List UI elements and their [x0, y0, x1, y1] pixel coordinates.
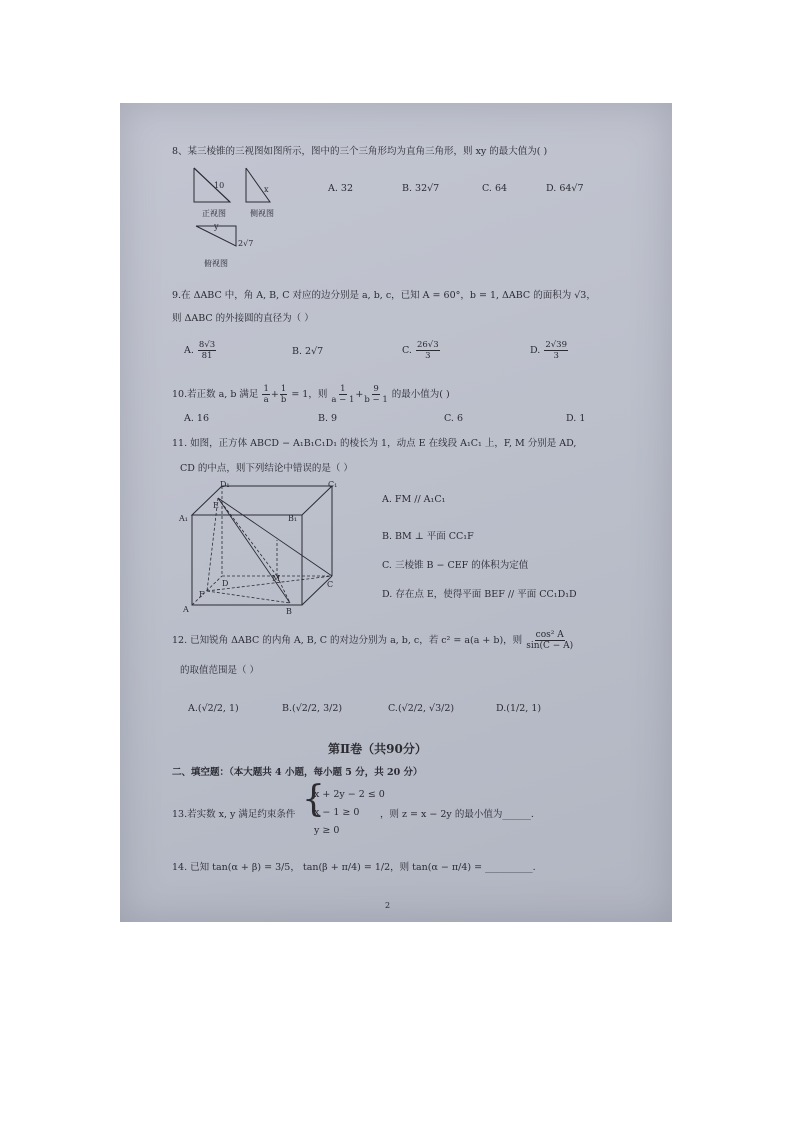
q10-plus2: + — [355, 389, 364, 400]
q10-mid: = 1，则 — [291, 389, 328, 400]
q9-option-b: B. 2√7 — [292, 346, 324, 357]
part2-section-heading: 二、填空题：（本大题共 4 小题，每小题 5 分，共 20 分） — [172, 767, 423, 778]
q8-fig-front: 正视图 — [202, 209, 226, 218]
q11-label-d1: D₁ — [220, 480, 230, 489]
q11-option-c: C. 三棱锥 B − CEF 的体积为定值 — [382, 560, 529, 571]
q9-option-a-num: 8√3 — [198, 340, 216, 350]
q9-option-d-den: 3 — [553, 351, 559, 361]
q10-f1-den: a — [263, 395, 269, 405]
q13-constraint-3: y ≥ 0 — [314, 825, 340, 836]
q11-cube-figure — [182, 480, 342, 615]
q11-label-m: M — [272, 574, 281, 583]
q8-fig-side: 侧视图 — [250, 209, 274, 218]
q12-line1 — [172, 628, 574, 654]
q11-label-b1: B₁ — [288, 514, 298, 523]
q10-option-a: A. 16 — [184, 413, 209, 424]
q10-stem — [172, 384, 450, 406]
q12-option-d: D.(1/2, 1) — [496, 703, 542, 714]
q8-label-y: y — [214, 222, 219, 231]
q10-f3-num: 1 — [340, 384, 346, 394]
q11-label-d: D — [222, 579, 229, 588]
q10-f2-num: 1 — [280, 384, 287, 394]
q8-stem: 8、某三棱锥的三视图如图所示，图中的三个三角形均为直角三角形，则 xy 的最大值为( ) — [172, 146, 548, 157]
q13-brace: { — [302, 779, 325, 820]
q11-label-c: C — [327, 580, 334, 589]
q9-option-d — [530, 340, 569, 361]
q11-option-d: D. 存在点 E，使得平面 BEF // 平面 CC₁D₁D — [382, 589, 577, 600]
q10-prefix: 10.若正数 a, b 满足 — [172, 389, 259, 400]
q11-line1: 11. 如图，正方体 ABCD − A₁B₁C₁D₁ 的棱长为 1，动点 E 在线段 A₁C₁ 上，F, M 分别是 AD, — [172, 438, 577, 449]
q9-line2: 则 ΔABC 的外接圆的直径为（ ） — [172, 313, 314, 324]
q9-option-c-den: 3 — [425, 351, 431, 361]
q8-label-2root7: 2√7 — [238, 239, 254, 248]
q9-option-d-num: 2√39 — [545, 340, 567, 350]
q13-suffix: ，则 z = x − 2y 的最小值为______. — [380, 809, 534, 820]
q9-line1: 9.在 ΔABC 中，角 A, B, C 对应的边分别是 a, b, c，已知 A = 60°，b = 1, ΔABC 的面积为 √3， — [172, 290, 596, 301]
q9-option-c-prefix: C. — [402, 345, 412, 356]
q9-option-a-prefix: A. — [184, 345, 194, 356]
q10-f1-num: 1 — [263, 384, 269, 394]
q9-option-a-den: 81 — [201, 351, 213, 361]
q10-option-b: B. 9 — [318, 413, 338, 424]
q9-option-c-num: 26√3 — [416, 340, 439, 350]
q10-plus: + — [270, 389, 279, 400]
q11-option-b: B. BM ⊥ 平面 CC₁F — [382, 531, 474, 542]
q11-label-b: B — [286, 607, 292, 616]
q14-text: 14. 已知 tan(α + β) = 3/5， tan(β + π/4) = 1/2，则 tan(α − π/4) = __________. — [172, 862, 536, 873]
q11-label-e: E — [213, 501, 219, 510]
q12-frac-num: cos² A — [535, 630, 564, 640]
q8-option-b: B. 32√7 — [402, 183, 440, 194]
q8-option-a: A. 32 — [328, 183, 353, 194]
q11-label-f: F — [199, 590, 205, 599]
q10-f4-den: b − 1 — [364, 395, 388, 405]
q12-line1-text: 12. 已知锐角 ΔABC 的内角 A, B, C 的对边分别为 a, b, c，若 c² = a(a + b)，则 — [172, 635, 523, 646]
q8-option-c: C. 64 — [482, 183, 508, 194]
q9-option-c — [402, 340, 441, 361]
q11-label-a: A — [183, 605, 189, 614]
q10-suffix: 的最小值为( ) — [391, 389, 450, 400]
q11-option-a: A. FM // A₁C₁ — [382, 494, 446, 505]
q8-option-d: D. 64√7 — [546, 183, 584, 194]
page-number: 2 — [385, 901, 391, 910]
q12-option-c: C.(√2/2, √3/2) — [388, 703, 455, 714]
q10-f2-den: b — [280, 395, 287, 405]
q12-option-b: B.(√2/2, 3/2) — [282, 703, 343, 714]
q12-frac-den: sin(C − A) — [526, 641, 574, 651]
q10-option-d: D. 1 — [566, 413, 586, 424]
q9-option-a — [184, 340, 217, 361]
q11-label-a1: A₁ — [179, 514, 188, 523]
q11-label-c1: C₁ — [328, 480, 338, 489]
q8-label-x: x — [264, 185, 269, 194]
q10-f4-num: 9 — [373, 384, 379, 394]
q13-constraint-1: x + 2y − 2 ≤ 0 — [314, 789, 385, 800]
part2-title: 第Ⅱ卷（共90分） — [328, 742, 427, 756]
q13-constraint-2: x − 1 ≥ 0 — [314, 807, 360, 818]
q12-line2: 的取值范围是（ ） — [180, 665, 260, 676]
q13-prefix: 13.若实数 x, y 满足约束条件 — [172, 809, 296, 820]
q12-option-a: A.(√2/2, 1) — [188, 703, 239, 714]
q9-option-d-prefix: D. — [530, 345, 541, 356]
q8-label-10: 10 — [214, 181, 225, 190]
q8-fig-top: 俯视图 — [204, 259, 228, 268]
q11-line2: CD 的中点，则下列结论中错误的是（ ） — [180, 463, 353, 474]
q10-option-c: C. 6 — [444, 413, 464, 424]
q10-f3-den: a − 1 — [331, 395, 355, 405]
